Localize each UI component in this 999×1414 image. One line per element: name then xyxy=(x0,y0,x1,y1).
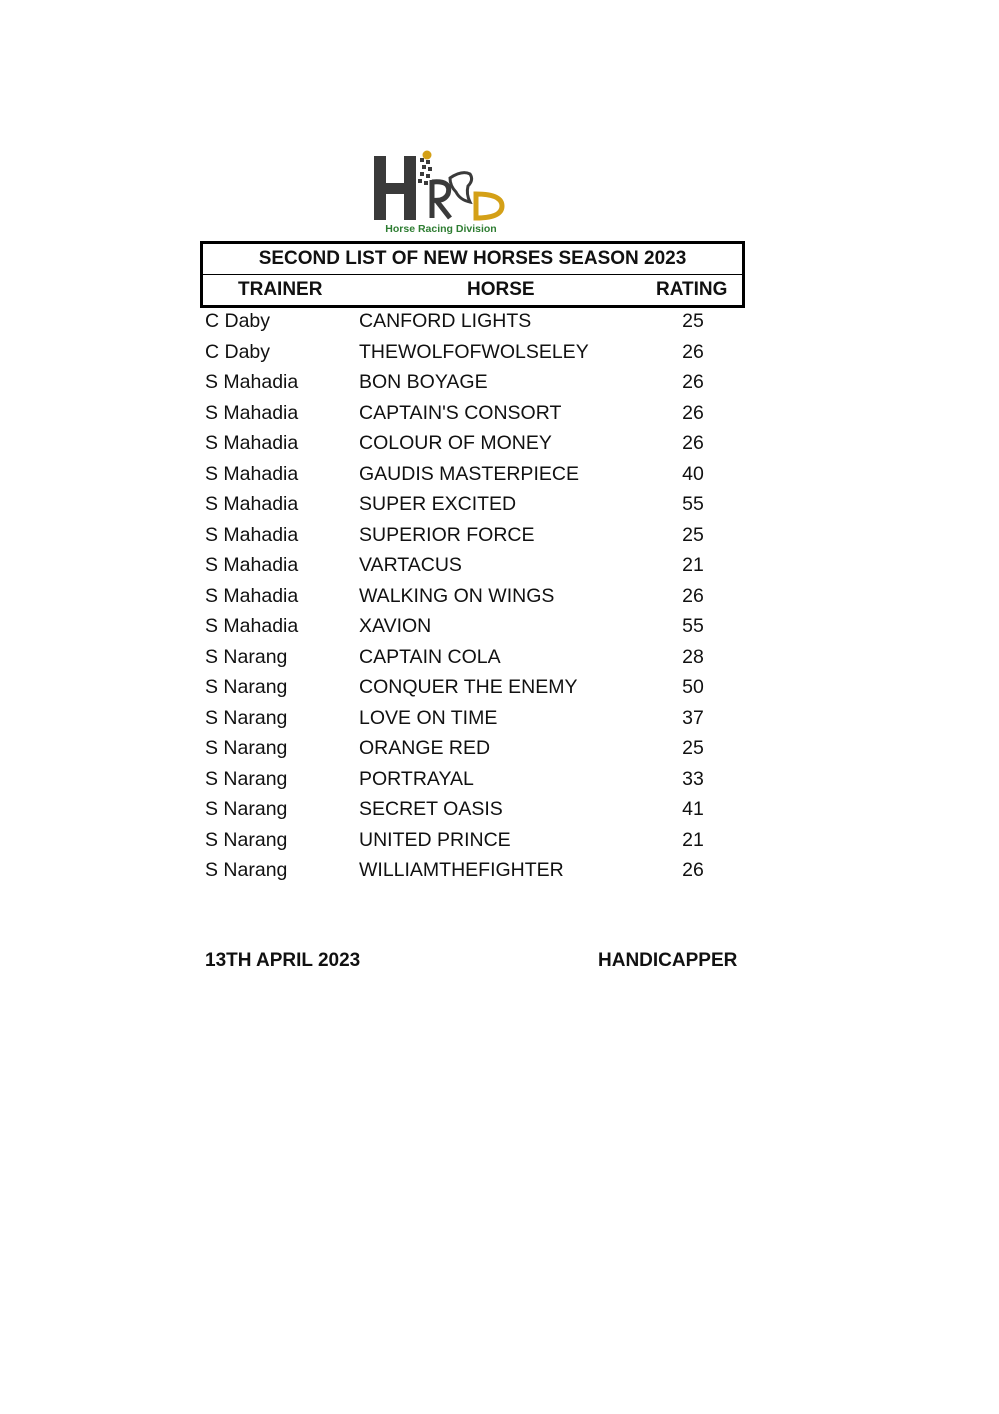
table-row xyxy=(205,339,745,370)
trainer-cell: S Mahadia xyxy=(205,462,299,485)
table-row xyxy=(205,552,745,583)
rating-cell: 25 xyxy=(682,523,704,546)
horse-cell: VARTACUS xyxy=(359,554,462,576)
horse-cell: WALKING ON WINGS xyxy=(359,584,555,607)
rating-cell: 26 xyxy=(682,340,704,363)
trainer-cell: S Mahadia xyxy=(205,523,299,546)
trainer-cell: S Mahadia xyxy=(205,554,299,576)
rating-cell: 25 xyxy=(682,310,704,332)
header-horse: HORSE xyxy=(467,279,535,300)
rating-cell: 55 xyxy=(682,493,704,515)
horse-list xyxy=(205,308,745,888)
logo-caption: Horse Racing Division xyxy=(385,223,497,235)
hrd-logo xyxy=(370,150,510,238)
table-row xyxy=(205,369,745,400)
rating-cell: 25 xyxy=(682,737,704,759)
rating-cell: 21 xyxy=(682,828,704,851)
rating-cell: 40 xyxy=(682,462,704,485)
horse-cell: CONQUER THE ENEMY xyxy=(359,676,578,698)
horse-cell: UNITED PRINCE xyxy=(359,828,511,851)
trainer-cell: C Daby xyxy=(205,310,271,332)
trainer-cell: S Narang xyxy=(205,767,288,790)
header-trainer: TRAINER xyxy=(238,279,323,300)
horse-cell: THEWOLFOFWOLSELEY xyxy=(359,340,589,363)
trainer-cell: S Narang xyxy=(205,737,288,759)
table-row xyxy=(205,400,745,431)
header-rating: RATING xyxy=(656,279,728,300)
rating-cell: 26 xyxy=(682,859,704,881)
trainer-cell: S Narang xyxy=(205,859,288,881)
trainer-cell: S Narang xyxy=(205,798,288,820)
horse-cell: CAPTAIN'S CONSORT xyxy=(359,401,562,424)
horse-cell: SECRET OASIS xyxy=(359,798,503,820)
rating-cell: 26 xyxy=(682,432,704,454)
table-row xyxy=(205,796,745,827)
table-row xyxy=(205,827,745,858)
horse-cell: PORTRAYAL xyxy=(359,767,474,790)
rating-cell: 26 xyxy=(682,584,704,607)
trainer-cell: S Narang xyxy=(205,828,288,851)
horse-cell: ORANGE RED xyxy=(359,737,491,759)
rating-cell: 26 xyxy=(682,401,704,424)
trainer-cell: S Mahadia xyxy=(205,401,299,424)
horse-racing-logo-icon xyxy=(370,150,510,224)
issue-date: 13TH APRIL 2023 xyxy=(205,950,361,971)
table-row xyxy=(205,461,745,492)
rating-cell: 41 xyxy=(682,798,704,820)
table-row xyxy=(205,674,745,705)
table-row xyxy=(205,735,745,766)
trainer-cell: S Narang xyxy=(205,676,288,698)
trainer-cell: S Narang xyxy=(205,645,288,668)
rating-cell: 28 xyxy=(682,645,704,668)
trainer-cell: C Daby xyxy=(205,340,271,363)
horse-cell: SUPERIOR FORCE xyxy=(359,523,535,546)
table-row xyxy=(205,491,745,522)
trainer-cell: S Mahadia xyxy=(205,432,299,454)
trainer-cell: S Mahadia xyxy=(205,371,299,393)
rating-cell: 33 xyxy=(682,767,704,790)
table-row xyxy=(205,705,745,736)
horse-cell: CANFORD LIGHTS xyxy=(359,310,532,332)
document-title: SECOND LIST OF NEW HORSES SEASON 2023 xyxy=(200,241,745,275)
horse-cell: BON BOYAGE xyxy=(359,371,488,393)
table-row xyxy=(205,522,745,553)
table-row xyxy=(205,857,745,888)
horse-cell: CAPTAIN COLA xyxy=(359,645,501,668)
table-row xyxy=(205,430,745,461)
rating-cell: 37 xyxy=(682,706,704,729)
horse-cell: GAUDIS MASTERPIECE xyxy=(359,462,579,485)
table-row xyxy=(205,613,745,644)
trainer-cell: S Mahadia xyxy=(205,615,299,637)
rating-cell: 21 xyxy=(682,554,704,576)
table-row xyxy=(205,766,745,797)
table-row xyxy=(205,308,745,339)
trainer-cell: S Narang xyxy=(205,706,288,729)
table-row xyxy=(205,644,745,675)
horse-cell: COLOUR OF MONEY xyxy=(359,432,552,454)
horse-cell: SUPER EXCITED xyxy=(359,493,517,515)
table-row xyxy=(205,583,745,614)
table-header xyxy=(200,274,745,308)
horse-cell: XAVION xyxy=(359,615,432,637)
horse-cell: WILLIAMTHEFIGHTER xyxy=(359,859,564,881)
trainer-cell: S Mahadia xyxy=(205,493,299,515)
signature-label: HANDICAPPER xyxy=(598,950,738,971)
rating-cell: 55 xyxy=(682,615,704,637)
horse-cell: LOVE ON TIME xyxy=(359,706,498,729)
trainer-cell: S Mahadia xyxy=(205,584,299,607)
rating-cell: 50 xyxy=(682,676,704,698)
rating-cell: 26 xyxy=(682,371,704,393)
